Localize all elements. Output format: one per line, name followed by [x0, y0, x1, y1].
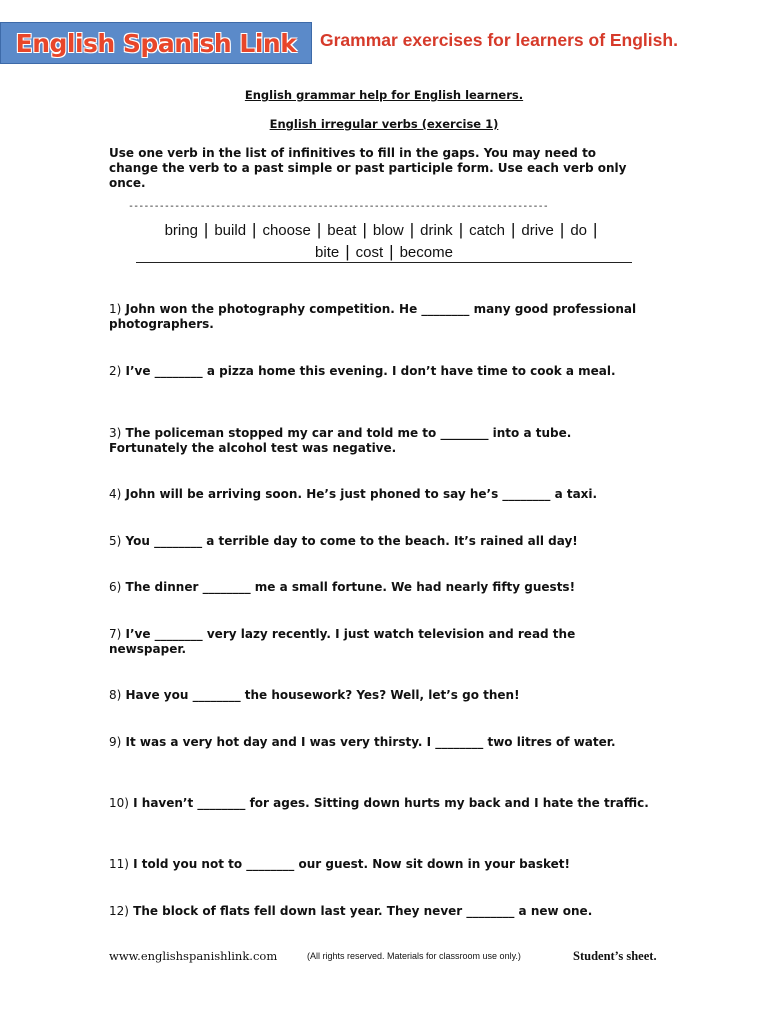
- footer-rights: (All rights reserved. Materials for classroom use only.): [307, 951, 521, 961]
- verb-separator: |: [316, 220, 322, 239]
- question-item: [109, 627, 649, 657]
- question-item: [109, 364, 649, 379]
- footer-sheet-label: Student’s sheet.: [573, 949, 657, 963]
- question-text: The policeman stopped my car and told me to ________ into a tube. Fortunately the alcohol test was negative.: [109, 426, 572, 455]
- verb-option: drive: [521, 222, 554, 239]
- question-text: I’ve ________ a pizza home this evening. I don’t have time to cook a meal.: [125, 364, 616, 378]
- logo-text: English Spanish Link: [15, 28, 297, 58]
- question-item: [109, 857, 649, 872]
- verb-list-row-1: [100, 220, 668, 240]
- exercise-title: English irregular verbs (exercise 1): [269, 117, 499, 131]
- question-text: I haven’t ________ for ages. Sitting down hurts my back and I hate the traffic.: [133, 796, 649, 810]
- verb-separator: |: [362, 220, 367, 239]
- instructions: Use one verb in the list of infinitives to fill in the gaps. You may need to change the verb to a past simple or past participle form. Use each verb only once.: [109, 146, 627, 190]
- question-text: You ________ a terrible day to come to the beach. It’s rained all day!: [125, 534, 578, 548]
- question-item: [109, 487, 649, 502]
- question-item: [109, 580, 649, 595]
- question-text: It was a very hot day and I was very thirsty. I ________ two litres of water.: [125, 735, 616, 749]
- doc-heading: English grammar help for English learners.: [244, 88, 524, 102]
- question-number: 4): [109, 487, 122, 501]
- underscore-divider: [136, 262, 632, 263]
- verb-option: bring: [164, 222, 198, 239]
- verb-option: become: [399, 244, 453, 261]
- question-text: The block of flats fell down last year. They never ________ a new one.: [133, 904, 593, 918]
- question-item: [109, 688, 649, 703]
- verb-option: catch: [469, 222, 505, 239]
- verb-separator: |: [510, 220, 516, 239]
- site-logo: [0, 22, 312, 64]
- verb-separator: |: [593, 220, 598, 239]
- dash-divider: ----------------------------------------------------------------------------------: [128, 201, 548, 212]
- verb-option: cost: [355, 244, 384, 261]
- verb-option: do: [570, 222, 588, 239]
- question-number: 2): [109, 364, 122, 378]
- question-text: I told you not to ________ our guest. Now sit down in your basket!: [133, 857, 570, 871]
- verb-option: bite: [315, 244, 340, 261]
- question-number: 6): [109, 580, 122, 594]
- question-number: 9): [109, 735, 122, 749]
- question-number: 3): [109, 426, 122, 440]
- verb-option: blow: [372, 222, 404, 239]
- question-number: 8): [109, 688, 122, 702]
- question-item: [109, 796, 649, 811]
- question-text: John will be arriving soon. He’s just phoned to say he’s ________ a taxi.: [125, 487, 598, 501]
- question-number: 1): [109, 302, 122, 316]
- verb-option: build: [214, 222, 247, 239]
- question-item: [109, 735, 649, 750]
- question-item: [109, 302, 649, 332]
- question-text: John won the photography competition. He ________ many good professional photographers.: [109, 302, 637, 331]
- question-number: 10): [109, 796, 129, 810]
- verb-separator: |: [458, 220, 464, 239]
- question-number: 12): [109, 904, 129, 918]
- question-text: The dinner ________ me a small fortune. We had nearly fifty guests!: [125, 580, 576, 594]
- question-item: [109, 426, 649, 456]
- tagline: Grammar exercises for learners of English.: [320, 30, 678, 50]
- verb-separator: |: [409, 220, 415, 239]
- question-item: [109, 904, 649, 919]
- question-text: I’ve ________ very lazy recently. I just watch television and read the newspaper.: [109, 627, 576, 656]
- question-number: 11): [109, 857, 129, 871]
- verb-list-row-2: [100, 242, 668, 262]
- verb-option: beat: [327, 222, 357, 239]
- question-number: 7): [109, 627, 122, 641]
- verb-separator: |: [252, 220, 257, 239]
- footer-website: www.englishspanishlink.com: [109, 949, 278, 963]
- verb-option: choose: [262, 222, 311, 239]
- question-number: 5): [109, 534, 122, 548]
- verb-separator: |: [389, 242, 394, 261]
- verb-separator: |: [203, 220, 209, 239]
- question-item: [109, 534, 649, 549]
- verb-separator: |: [345, 242, 350, 261]
- verb-option: drink: [420, 222, 453, 239]
- question-text: Have you ________ the housework? Yes? Well, let’s go then!: [125, 688, 520, 702]
- verb-separator: |: [559, 220, 565, 239]
